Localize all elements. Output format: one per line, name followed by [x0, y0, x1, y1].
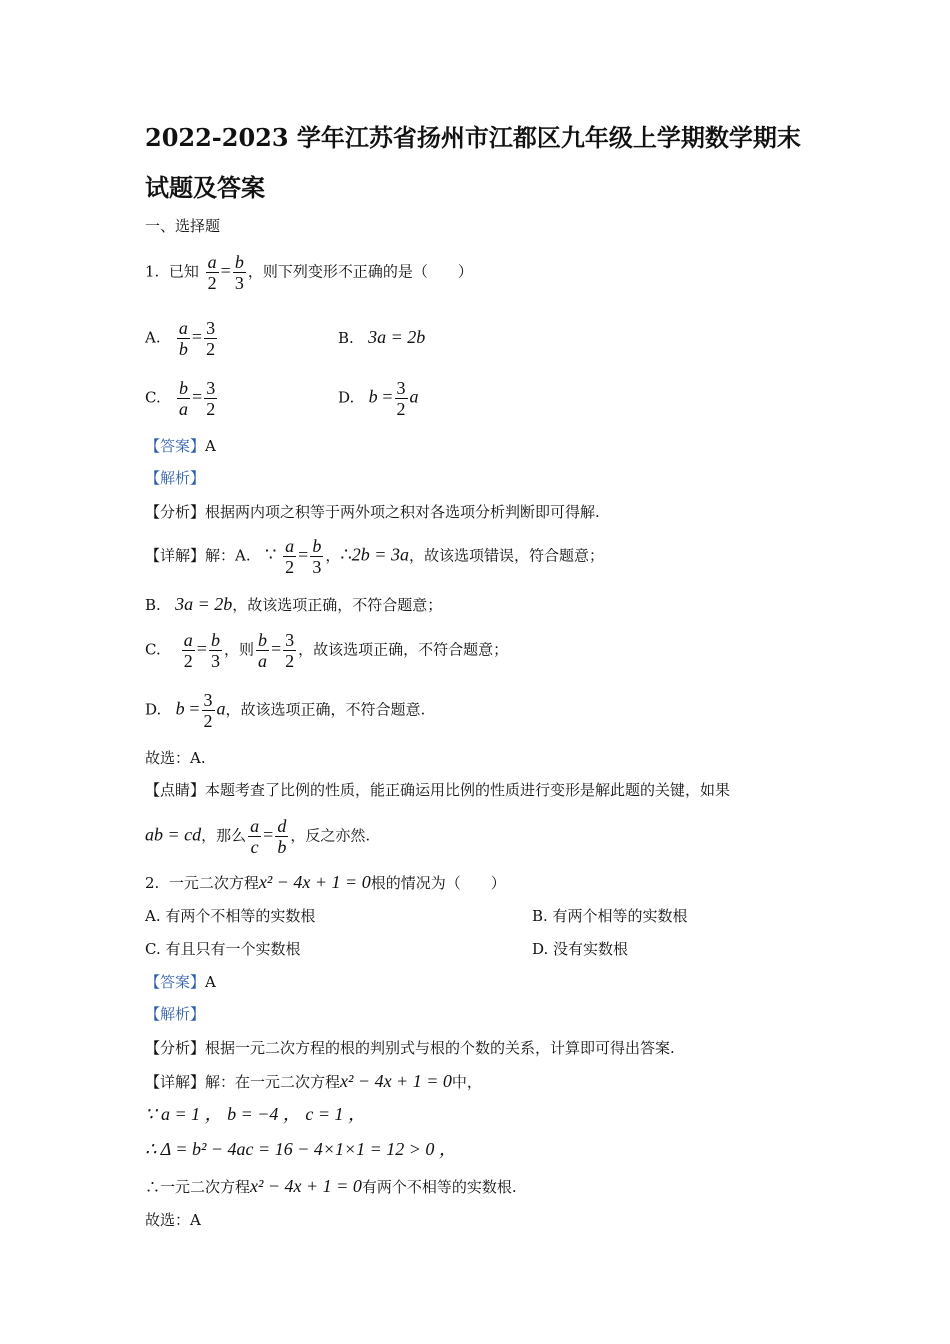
q2-option-c: C. 有且只有一个实数根	[145, 940, 301, 958]
q2-answer: 【答案】A	[145, 973, 216, 991]
q2-stem: 2. 一元二次方程x² − 4x + 1 = 0根的情况为（ ）	[145, 872, 506, 892]
q1-option-d: D. b = $\frac{3}{2}$ a	[338, 378, 419, 419]
q2-option-a: A. 有两个不相等的实数根	[145, 907, 316, 925]
q1-xiangjie-b: B. 3a = 2b，故该选项正确，不符合题意；	[145, 594, 443, 614]
q1-xiangjie-d: D. b = $\frac{3}{2}$ a，故该选项正确，不符合题意.	[145, 690, 426, 731]
q1-option-a: A. $\frac{a}{b}$ = $\frac{3}{2}$	[145, 318, 216, 359]
q2-analysis-tag: 【解析】	[145, 1005, 206, 1023]
q2-option-b: B. 有两个相等的实数根	[532, 907, 688, 925]
q1-xiangjie-c: C. $\frac{a}{2}$ = $\frac{b}{3}$ ，则 $\frac{b}{a}$ = $\frac{3}{2}$ ，故该选项正确，不符合题意；	[145, 630, 509, 671]
q2-discriminant: ∴ Δ = b² − 4ac = 16 − 4×1×1 = 12 > 0 ，	[145, 1139, 457, 1159]
q2-conclusion: ∴一元二次方程x² − 4x + 1 = 0有两个不相等的实数根.	[145, 1176, 517, 1196]
q1-fenxi: 【分析】根据两内项之积等于两外项之积对各选项分析判断即可得解.	[145, 503, 600, 521]
q1-dianjing: 【点睛】本题考查了比例的性质，能正确运用比例的性质进行变形是解此题的关键，如果	[145, 781, 731, 799]
q2-fenxi: 【分析】根据一元二次方程的根的判别式与根的个数的关系，计算即可得出答案.	[145, 1039, 675, 1057]
q2-select: 故选：A	[145, 1211, 201, 1229]
q1-xiangjie-a: 【详解】解：A. ∵ $\frac{a}{2}$ = $\frac{b}{3}$ ，∴2b = 3a，故该选项错误，符合题意；	[145, 536, 604, 577]
q1-option-b: B. 3a = 2b	[338, 327, 426, 347]
q1-stem: 1. 已知 $\frac{a}{2}$ = $\frac{b}{3}$ ，则下列变形不正确的是（ ）	[145, 252, 473, 293]
q1-dianjing-line2: ab = cd，那么 $\frac{a}{c}$ = $\frac{d}{b}$ ，反之亦然.	[145, 816, 371, 857]
q1-analysis-tag: 【解析】	[145, 469, 206, 487]
q1-option-c: C. $\frac{b}{a}$ = $\frac{3}{2}$	[145, 378, 216, 419]
page-title-line1: 2022-2023 学年江苏省扬州市江都区九年级上学期数学期末	[145, 123, 801, 152]
page-title-line2: 试题及答案	[145, 173, 265, 202]
section-heading: 一、选择题	[145, 217, 221, 235]
q1-select: 故选：A.	[145, 749, 206, 767]
q2-coefficients: ∵ a = 1 ， b = −4 ， c = 1 ，	[145, 1104, 367, 1124]
q2-option-d: D. 没有实数根	[532, 940, 629, 958]
q2-xiangjie: 【详解】解：在一元二次方程x² − 4x + 1 = 0中，	[145, 1071, 482, 1091]
q1-answer: 【答案】A	[145, 437, 216, 455]
